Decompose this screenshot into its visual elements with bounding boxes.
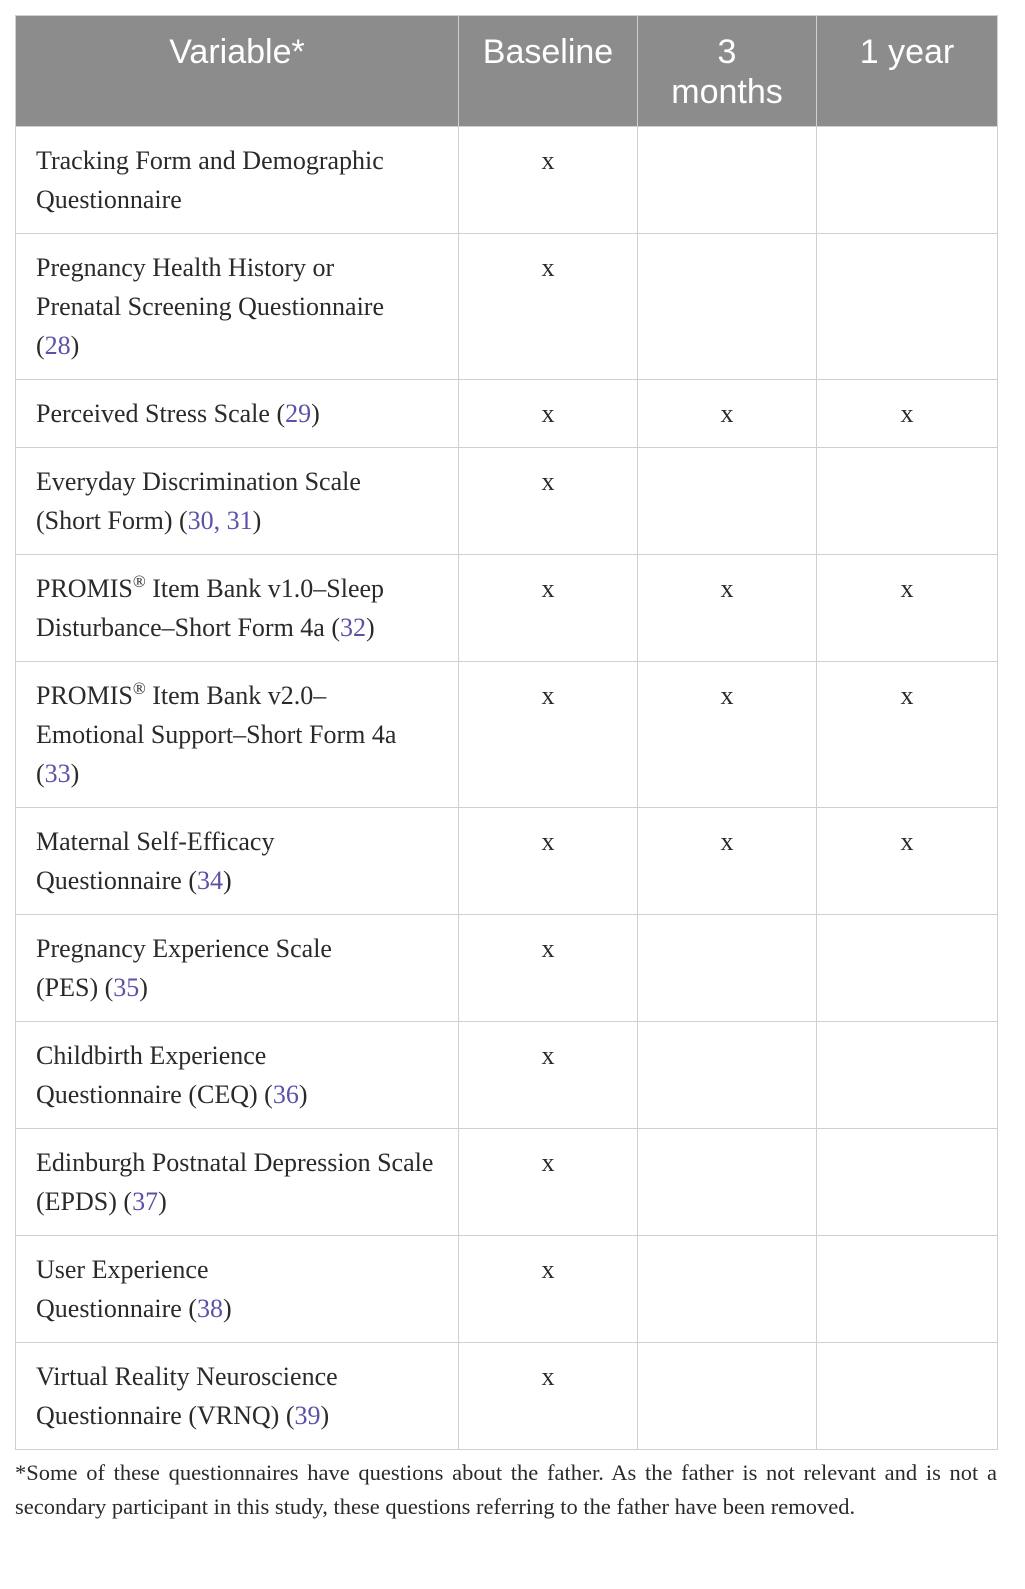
variable-name: User Experience Questionnaire (36, 1255, 209, 1323)
3-months-cell (638, 1343, 817, 1450)
variable-cell: Everyday Discrimination Scale (Short Form) (30, 31) (16, 448, 459, 555)
table-row (16, 234, 998, 380)
header-1-year: 1 year (817, 16, 998, 127)
3-months-cell (638, 1022, 817, 1129)
reference-link[interactable]: 28 (44, 331, 71, 360)
table-row (16, 555, 998, 662)
variable-cell: Childbirth Experience Questionnaire (CEQ) (36) (16, 1022, 459, 1129)
table-row (16, 1236, 998, 1343)
3-months-cell: x (638, 808, 817, 915)
1-year-cell (817, 448, 998, 555)
variable-name: Item Bank v2.0–Emotional Support–Short Form 4a (36, 681, 397, 749)
variable-name: Tracking Form and Demographic Questionnaire (36, 146, 384, 214)
reference-link[interactable]: 36 (272, 1080, 299, 1109)
baseline-cell: x (459, 127, 638, 234)
1-year-cell (817, 127, 998, 234)
baseline-cell: x (459, 1022, 638, 1129)
reference-link[interactable]: 30, 31 (187, 506, 253, 535)
3-months-cell (638, 127, 817, 234)
reference-link[interactable]: 35 (113, 973, 140, 1002)
variable-name: Item Bank v1.0–Sleep Disturbance–Short Form 4a (36, 574, 385, 642)
1-year-cell: x (817, 808, 998, 915)
1-year-cell (817, 1129, 998, 1236)
variable-name: Perceived Stress Scale (36, 399, 270, 428)
1-year-cell (817, 1236, 998, 1343)
table-row (16, 127, 998, 234)
table-row (16, 1022, 998, 1129)
registered-mark: ® (132, 679, 146, 698)
table-row (16, 662, 998, 808)
3-months-cell (638, 234, 817, 380)
table-row (16, 915, 998, 1022)
header-variable: Variable* (16, 16, 459, 127)
variable-name: Childbirth Experience Questionnaire (CEQ) (36, 1041, 267, 1109)
variable-name: Pregnancy Experience Scale (PES) (36, 934, 332, 1002)
reference-link[interactable]: 37 (132, 1187, 159, 1216)
questionnaire-schedule-table (15, 15, 998, 1450)
questionnaire-schedule-table-container (15, 15, 997, 1450)
variable-cell: Pregnancy Health History or Prenatal Screening Questionnaire (28) (16, 234, 459, 380)
3-months-cell: x (638, 662, 817, 808)
variable-name: Virtual Reality Neuroscience Questionnaire (VRNQ) (36, 1362, 338, 1430)
variable-name: Everyday Discrimination Scale (Short Form) (36, 467, 361, 535)
1-year-cell (817, 234, 998, 380)
1-year-cell (817, 1022, 998, 1129)
reference-link[interactable]: 32 (340, 613, 367, 642)
3-months-cell (638, 1129, 817, 1236)
variable-name-prefix: PROMIS (36, 681, 133, 710)
variable-cell: Pregnancy Experience Scale (PES) (35) (16, 915, 459, 1022)
baseline-cell: x (459, 662, 638, 808)
reference-link[interactable]: 29 (285, 399, 312, 428)
header-3-months: 3 months (638, 16, 817, 127)
registered-mark: ® (132, 572, 146, 591)
1-year-cell (817, 915, 998, 1022)
variable-cell (16, 127, 459, 234)
table-row (16, 448, 998, 555)
baseline-cell: x (459, 234, 638, 380)
baseline-cell: x (459, 1129, 638, 1236)
table-row (16, 1129, 998, 1236)
1-year-cell: x (817, 662, 998, 808)
1-year-cell: x (817, 380, 998, 448)
variable-cell: User Experience Questionnaire (38) (16, 1236, 459, 1343)
baseline-cell: x (459, 915, 638, 1022)
baseline-cell: x (459, 1343, 638, 1450)
header-row (16, 16, 998, 127)
variable-cell: Maternal Self-Efficacy Questionnaire (34) (16, 808, 459, 915)
baseline-cell: x (459, 808, 638, 915)
reference-link[interactable]: 33 (44, 759, 71, 788)
variable-name: Pregnancy Health History or Prenatal Screening Questionnaire (36, 253, 384, 321)
3-months-cell: x (638, 555, 817, 662)
variable-cell: Edinburgh Postnatal Depression Scale (EPDS) (37) (16, 1129, 459, 1236)
reference-link[interactable]: 34 (197, 866, 224, 895)
baseline-cell: x (459, 555, 638, 662)
header-baseline: Baseline (459, 16, 638, 127)
baseline-cell: x (459, 448, 638, 555)
table-footnote: *Some of these questionnaires have questions about the father. As the father is not relevant and is not a secondary participant in this study, these questions referring to the father have been removed. (15, 1460, 997, 1519)
1-year-cell (817, 1343, 998, 1450)
baseline-cell: x (459, 1236, 638, 1343)
table-row (16, 1343, 998, 1450)
3-months-cell (638, 1236, 817, 1343)
variable-cell: PROMIS® Item Bank v1.0–Sleep Disturbance–Short Form 4a (32) (16, 555, 459, 662)
3-months-cell: x (638, 380, 817, 448)
reference-link[interactable]: 39 (294, 1401, 321, 1430)
3-months-cell (638, 448, 817, 555)
variable-name: Edinburgh Postnatal Depression Scale (EPDS) (36, 1148, 434, 1216)
table-row (16, 380, 998, 448)
variable-cell: PROMIS® Item Bank v2.0–Emotional Support–Short Form 4a (33) (16, 662, 459, 808)
3-months-cell (638, 915, 817, 1022)
variable-cell: Virtual Reality Neuroscience Questionnaire (VRNQ) (39) (16, 1343, 459, 1450)
baseline-cell: x (459, 380, 638, 448)
variable-name-prefix: PROMIS (36, 574, 133, 603)
table-row (16, 808, 998, 915)
1-year-cell: x (817, 555, 998, 662)
variable-name: Maternal Self-Efficacy Questionnaire (36, 827, 275, 895)
reference-link[interactable]: 38 (197, 1294, 224, 1323)
variable-cell: Perceived Stress Scale (29) (16, 380, 459, 448)
